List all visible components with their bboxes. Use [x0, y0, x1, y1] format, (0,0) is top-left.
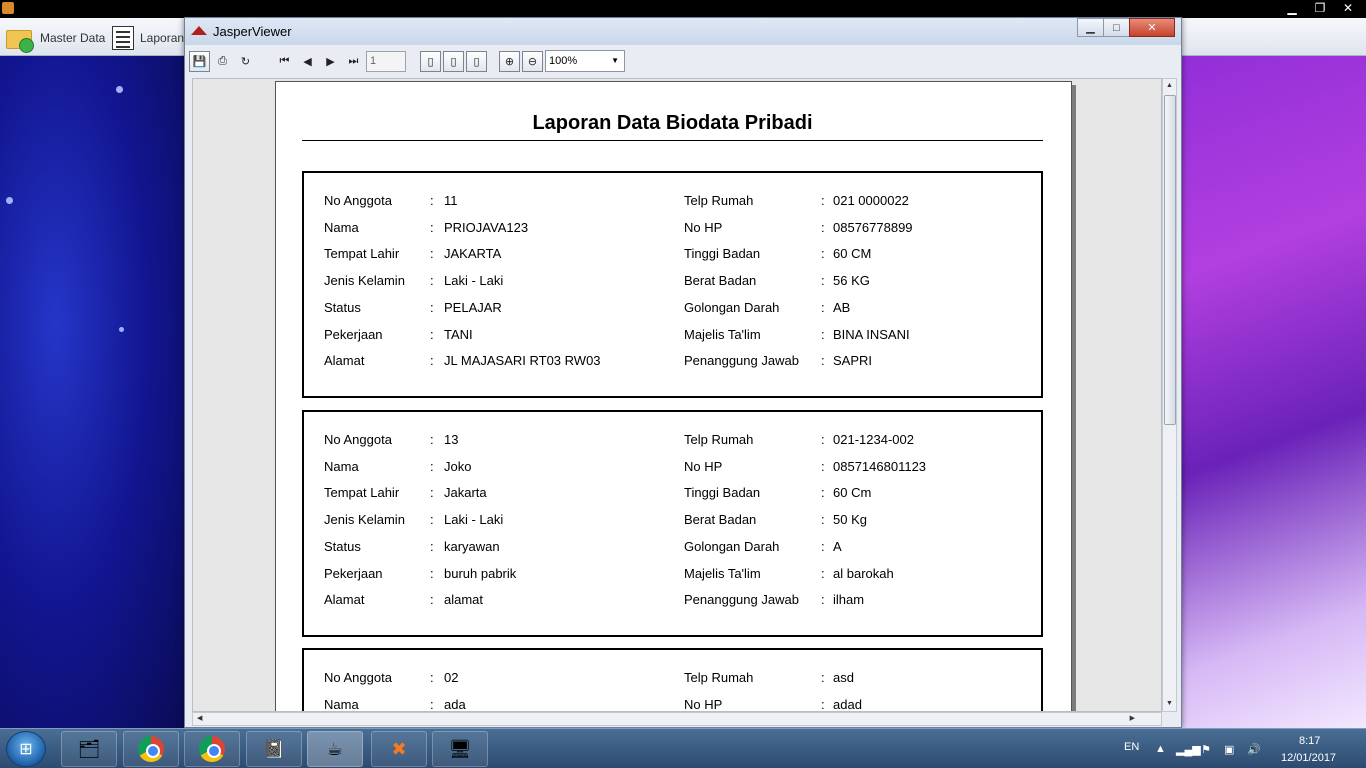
windows-logo-icon: ⊞ — [19, 741, 33, 758]
field-separator: : — [821, 458, 825, 474]
field-label: Penanggung Jawab — [684, 592, 799, 608]
zoom-in-icon: ⊕ — [504, 55, 515, 68]
field-value: asd — [833, 670, 854, 685]
field-label: No Anggota — [324, 432, 392, 447]
xampp-icon: ✖ — [391, 738, 407, 759]
field-separator: : — [821, 592, 825, 608]
field-label: Tempat Lahir — [324, 485, 400, 501]
page-icon: ▯ — [427, 55, 434, 68]
window-controls — [1078, 18, 1175, 37]
desktop-background — [0, 56, 186, 728]
field-value: 60 CM — [833, 246, 872, 262]
scrollbar-thumb[interactable] — [1164, 95, 1176, 425]
field-separator: : — [821, 246, 825, 262]
field-separator: : — [430, 432, 434, 447]
field-value: Laki - Laki — [444, 512, 504, 528]
field-separator: : — [430, 326, 434, 342]
field-label: No Anggota — [324, 670, 392, 685]
field-separator: : — [430, 193, 434, 208]
report-title: Laporan Data Biodata Pribadi — [532, 112, 813, 134]
field-label: Pekerjaan — [324, 565, 383, 581]
vertical-scrollbar[interactable] — [1162, 78, 1177, 712]
field-separator: : — [821, 432, 825, 447]
device-icon[interactable]: ▣ — [1224, 744, 1235, 756]
field-label: Berat Badan — [684, 273, 757, 289]
background-app-titlebar — [0, 0, 1366, 18]
field-value: JAKARTA — [444, 246, 502, 262]
minimize-button[interactable]: ▁ — [1287, 1, 1297, 15]
field-label: No HP — [684, 696, 723, 712]
maximize-button[interactable]: □ — [1103, 18, 1130, 37]
zoom-in-button[interactable] — [499, 51, 520, 72]
field-separator: : — [430, 273, 434, 289]
field-separator: : — [430, 696, 434, 712]
field-label: Telp Rumah — [684, 432, 754, 447]
language-indicator[interactable]: EN — [1124, 741, 1140, 753]
jasper-logo-icon — [191, 26, 207, 35]
field-value: AB — [833, 299, 851, 315]
field-separator: : — [821, 485, 825, 501]
title-divider — [302, 140, 1043, 141]
close-button[interactable]: ✕ — [1129, 18, 1175, 37]
field-separator: : — [430, 246, 434, 262]
save-icon: 💾 — [192, 55, 207, 68]
desktop-decoration — [116, 86, 123, 93]
clock-time[interactable]: 8:17 — [1299, 735, 1321, 747]
folder-add-icon — [4, 26, 34, 50]
notepad-icon: 📓 — [262, 738, 286, 759]
field-value: 60 Cm — [833, 485, 872, 501]
field-label: Nama — [324, 458, 359, 474]
reload-button[interactable] — [235, 51, 256, 72]
field-label: No HP — [684, 219, 723, 235]
field-separator: : — [821, 353, 825, 369]
next-icon: ▶ — [326, 55, 335, 68]
chrome-icon — [138, 736, 164, 762]
actual-size-button[interactable] — [420, 51, 441, 72]
field-value: 0857146801123 — [833, 458, 927, 474]
show-hidden-icons-icon[interactable]: ▲ — [1155, 743, 1166, 755]
field-label: No HP — [684, 458, 723, 474]
field-label: Pekerjaan — [324, 326, 383, 342]
taskbar-java[interactable] — [307, 731, 363, 767]
fit-page-icon: ▯ — [450, 55, 457, 68]
field-label: Nama — [324, 696, 359, 712]
action-center-icon[interactable]: ⚑ — [1201, 744, 1211, 756]
last-page-icon: ⏭ — [348, 54, 359, 67]
desktop-decoration — [6, 197, 13, 204]
field-value: PELAJAR — [444, 299, 502, 315]
field-label: Status — [324, 299, 361, 315]
first-page-icon: ⏮ — [279, 54, 290, 67]
field-value: 13 — [444, 432, 459, 447]
taskbar-chrome[interactable] — [123, 731, 179, 767]
horizontal-scrollbar[interactable] — [192, 712, 1162, 726]
java-icon: ☕ — [326, 738, 344, 759]
menu-label: Laporan — [140, 31, 185, 45]
first-page-button[interactable] — [274, 51, 295, 72]
zoom-out-icon: ⊖ — [527, 55, 538, 68]
field-separator: : — [430, 458, 434, 474]
folder-icon: 🗂 — [77, 738, 101, 759]
field-separator: : — [430, 299, 434, 315]
start-button[interactable] — [6, 731, 46, 767]
jasper-viewer-window — [184, 17, 1182, 728]
viewer-toolbar — [189, 48, 1177, 74]
zoom-select[interactable]: 100% ▼ — [545, 50, 625, 72]
field-value: Joko — [444, 458, 472, 474]
field-label: Majelis Ta'lim — [684, 326, 761, 342]
field-label: Alamat — [324, 592, 365, 608]
scroll-right-icon[interactable]: ▶ — [1129, 715, 1135, 722]
field-label: Jenis Kelamin — [324, 512, 405, 528]
taskbar-explorer[interactable] — [61, 731, 117, 767]
report-page — [275, 81, 1072, 712]
scroll-left-icon[interactable]: ◀ — [197, 715, 203, 722]
field-value: Jakarta — [444, 485, 487, 501]
field-value: TANI — [444, 326, 473, 342]
field-value: 02 — [444, 670, 459, 685]
field-value: PRIOJAVA123 — [444, 219, 529, 235]
network-icon[interactable]: ▂▄▆ — [1176, 744, 1201, 756]
field-value: BINA INSANI — [833, 326, 910, 342]
restore-button[interactable]: ❐ — [1314, 1, 1326, 15]
report-icon — [112, 26, 134, 50]
biodata-record — [302, 171, 1043, 398]
field-label: Status — [324, 538, 361, 554]
field-label: Tinggi Badan — [684, 246, 761, 262]
field-label: No Anggota — [324, 193, 392, 208]
desktop-background-right — [1180, 0, 1366, 728]
fit-width-icon: ▯ — [473, 55, 480, 68]
field-value: buruh pabrik — [444, 565, 517, 581]
field-separator: : — [821, 696, 825, 712]
field-label: Tinggi Badan — [684, 485, 761, 501]
field-label: Jenis Kelamin — [324, 273, 405, 289]
field-separator: : — [821, 565, 825, 581]
field-separator: : — [430, 565, 434, 581]
field-separator: : — [430, 353, 434, 369]
biodata-record — [302, 410, 1043, 637]
field-label: Telp Rumah — [684, 193, 754, 208]
scroll-down-icon[interactable]: ▼ — [1166, 700, 1173, 707]
field-label: Nama — [324, 219, 359, 235]
zoom-out-button[interactable] — [522, 51, 543, 72]
taskbar-chrome-2[interactable] — [184, 731, 240, 767]
field-value: alamat — [444, 592, 484, 608]
monitor-icon: 🖥 — [448, 738, 472, 759]
field-label: Majelis Ta'lim — [684, 565, 761, 581]
close-button[interactable]: ✕ — [1342, 1, 1354, 15]
taskbar — [0, 728, 1366, 768]
volume-icon[interactable]: 🔊 — [1247, 744, 1261, 756]
menu-laporan[interactable] — [112, 24, 184, 52]
field-separator: : — [821, 219, 825, 235]
print-icon: ⎙ — [218, 54, 227, 67]
print-button[interactable] — [212, 51, 233, 72]
field-separator: : — [430, 512, 434, 528]
clock-date[interactable]: 12/01/2017 — [1281, 752, 1337, 764]
taskbar-notepad[interactable] — [246, 731, 302, 767]
fit-page-button[interactable] — [443, 51, 464, 72]
field-value: JL MAJASARI RT03 RW03 — [444, 353, 601, 369]
desktop-decoration — [119, 327, 124, 332]
menu-label: Master Data — [40, 31, 106, 45]
taskbar-remote-desktop[interactable] — [432, 731, 488, 767]
field-separator: : — [430, 670, 434, 685]
field-value: ada — [444, 696, 466, 712]
biodata-record — [302, 648, 1043, 712]
field-separator: : — [430, 485, 434, 501]
taskbar-xampp[interactable] — [371, 731, 427, 767]
reload-icon: ↻ — [240, 55, 251, 68]
chrome-icon — [199, 736, 225, 762]
background-app-controls — [1280, 0, 1360, 16]
field-value: 08576778899 — [833, 219, 913, 235]
field-label: Berat Badan — [684, 512, 757, 528]
field-separator: : — [430, 219, 434, 235]
field-value: ilham — [833, 592, 865, 608]
field-separator: : — [430, 538, 434, 554]
menu-master-data[interactable] — [4, 24, 105, 52]
minimize-button[interactable]: ▁ — [1077, 18, 1104, 37]
field-label: Golongan Darah — [684, 299, 780, 315]
field-label: Telp Rumah — [684, 670, 754, 685]
window-titlebar[interactable] — [185, 18, 1181, 45]
field-separator: : — [821, 538, 825, 554]
field-label: Alamat — [324, 353, 365, 369]
window-title: JasperViewer — [213, 24, 292, 39]
java-icon — [2, 2, 14, 14]
previous-icon: ◀ — [303, 55, 312, 68]
report-viewport[interactable] — [192, 78, 1162, 712]
field-value: 021 0000022 — [833, 193, 909, 208]
previous-page-button[interactable] — [297, 51, 318, 72]
field-value: Laki - Laki — [444, 273, 504, 289]
field-separator: : — [821, 670, 825, 685]
field-value: 11 — [444, 193, 458, 208]
field-separator: : — [821, 512, 825, 528]
scroll-up-icon[interactable]: ▲ — [1166, 82, 1173, 89]
field-value: al barokah — [833, 565, 894, 581]
field-separator: : — [821, 299, 825, 315]
fit-width-button[interactable] — [466, 51, 487, 72]
field-label: Penanggung Jawab — [684, 353, 799, 369]
field-label: Golongan Darah — [684, 538, 780, 554]
field-value: adad — [833, 696, 862, 712]
field-separator: : — [821, 326, 825, 342]
page-number-input[interactable]: 1 — [366, 51, 406, 72]
field-value: 50 Kg — [833, 512, 867, 528]
field-separator: : — [821, 273, 825, 289]
save-button[interactable] — [189, 51, 210, 72]
field-separator: : — [821, 193, 825, 208]
field-label: Tempat Lahir — [324, 246, 400, 262]
field-value: karyawan — [444, 538, 500, 554]
last-page-button[interactable] — [343, 51, 364, 72]
field-value: A — [833, 538, 842, 554]
field-value: 021-1234-002 — [833, 432, 914, 447]
next-page-button[interactable] — [320, 51, 341, 72]
field-value: SAPRI — [833, 353, 873, 369]
field-value: 56 KG — [833, 273, 870, 289]
field-separator: : — [430, 592, 434, 608]
